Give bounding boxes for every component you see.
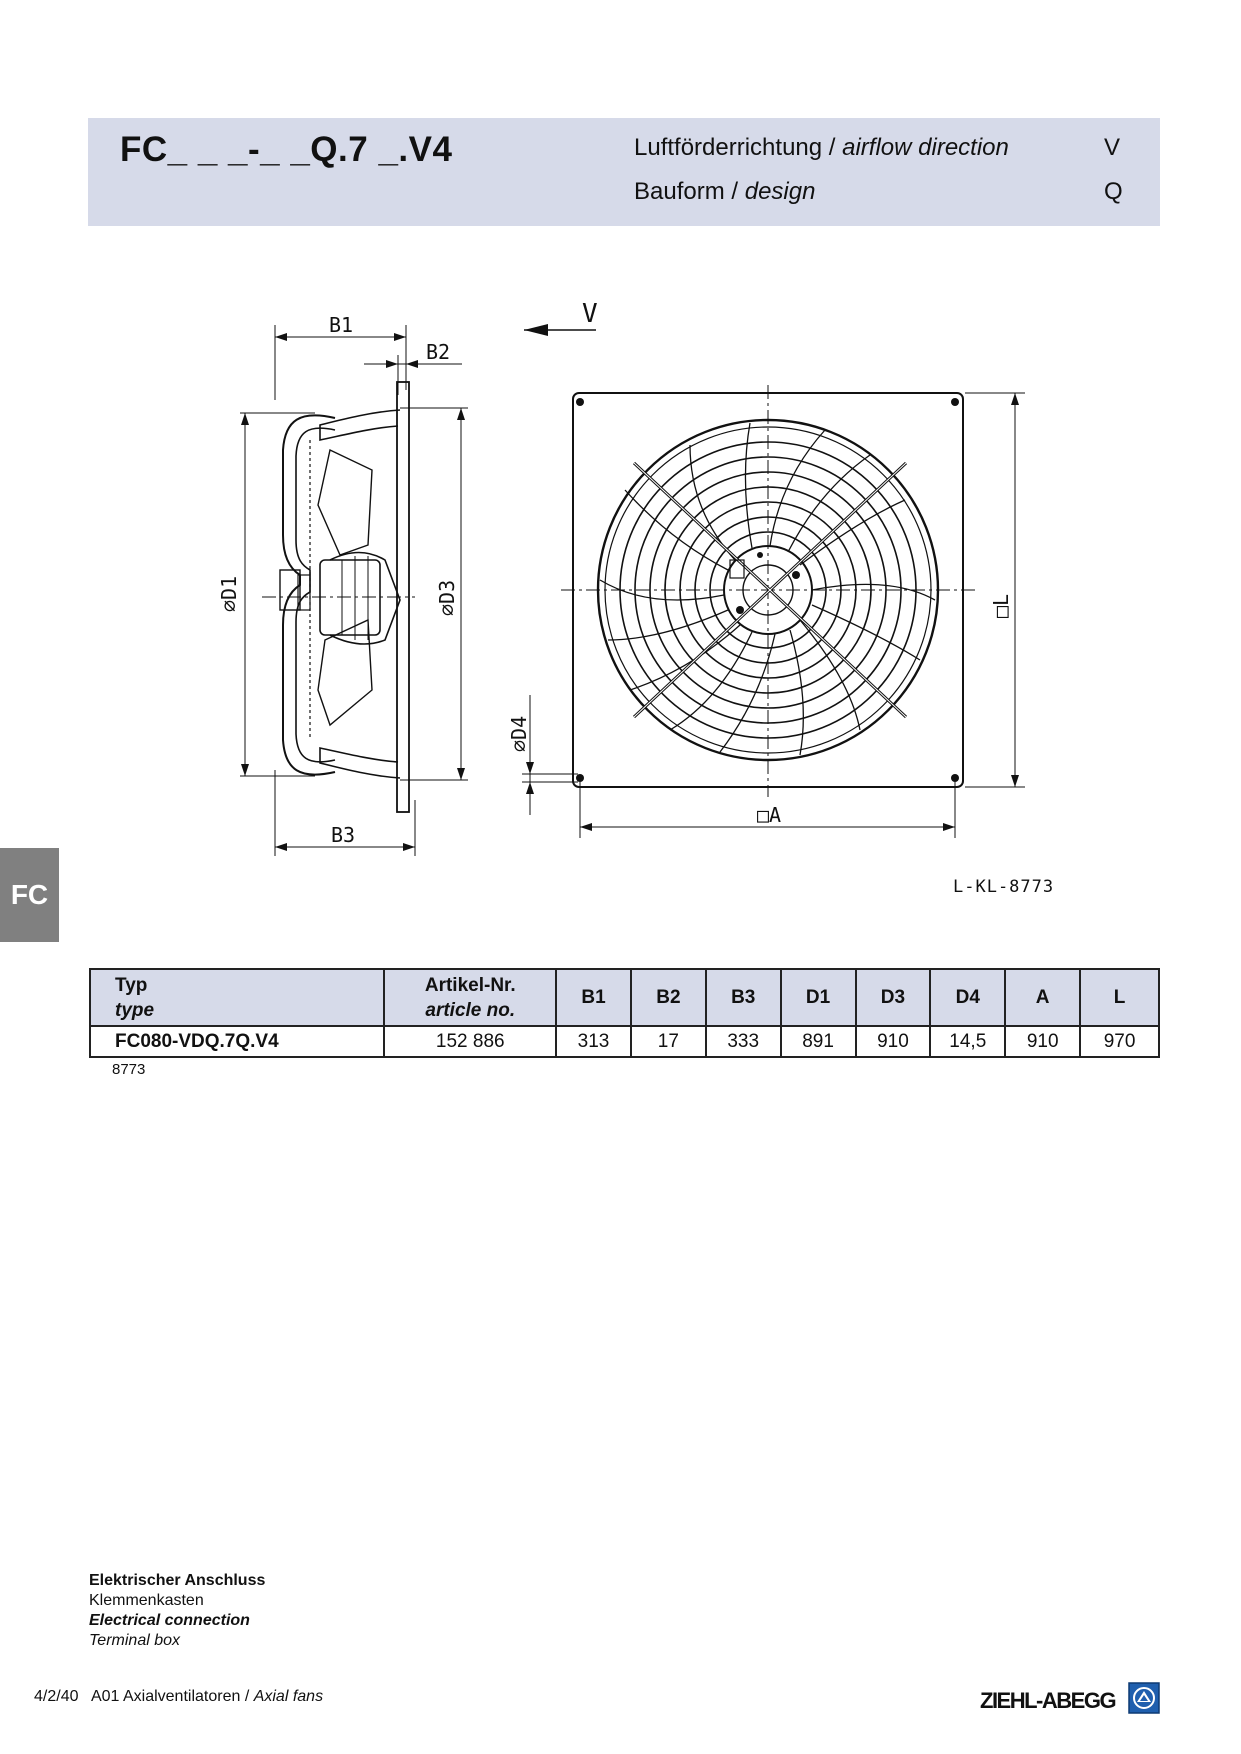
cell-b3: 333 [706,1026,781,1057]
cell-type: FC080-VDQ.7Q.V4 [90,1026,384,1057]
page-footer [34,1688,323,1706]
col-header-d4: D4 [930,969,1005,1026]
label-d3: ⌀D3 [435,579,459,616]
cell-b2: 17 [631,1026,706,1057]
airflow-direction-label: Luftförderrichtung / airflow direction [634,134,1009,161]
col-header-article: Artikel-Nr. article no. [384,969,556,1026]
page-number: 4/2/40 [34,1688,79,1705]
cell-d3: 910 [856,1026,931,1057]
label-l: □L [989,593,1013,618]
cell-d4: 14,5 [930,1026,1005,1057]
col-header-a: A [1005,969,1080,1026]
col-header-b1: B1 [556,969,631,1026]
col-header-d1: D1 [781,969,856,1026]
design-label: Bauform / design [634,178,816,205]
label-d1: ⌀D1 [217,575,241,612]
design-value: Q [1104,178,1123,205]
label-a: □A [757,803,782,827]
dimensions-table [89,968,1160,1058]
label-b1: B1 [329,313,354,337]
label-d4: ⌀D4 [507,715,531,752]
col-header-l: L [1080,969,1159,1026]
label-b2: B2 [426,340,451,364]
connection-type-en: Terminal box [89,1632,181,1649]
cell-b1: 313 [556,1026,631,1057]
table-header-row [90,969,1159,1026]
table-note: 8773 [112,1061,146,1078]
label-v: V [582,299,598,329]
connection-title-en: Electrical connection [89,1612,250,1629]
cell-d1: 891 [781,1026,856,1057]
drawing-reference: L-KL-8773 [953,877,1055,897]
connection-type-de: Klemmenkasten [89,1592,204,1609]
table-row [90,1026,1159,1057]
footer-section-en: Axial fans [253,1688,324,1705]
brand-name: ZIEHL-ABEGG [980,1688,1116,1713]
cell-article: 152 886 [384,1026,556,1057]
airflow-direction-value: V [1104,134,1121,161]
label-b3: B3 [331,823,356,847]
connection-title-de: Elektrischer Anschluss [89,1572,266,1589]
cell-a: 910 [1005,1026,1080,1057]
col-header-type: Typ type [90,969,384,1026]
col-header-b3: B3 [706,969,781,1026]
model-code: FC_ _ _-_ _Q.7 _.V4 [120,130,453,169]
electrical-connection-block [89,1571,265,1651]
col-header-d3: D3 [856,969,931,1026]
col-header-b2: B2 [631,969,706,1026]
footer-section: A01 Axialventilatoren / [90,1688,254,1705]
cell-l: 970 [1080,1026,1159,1057]
ziehl-abegg-logo-icon [1128,1682,1160,1714]
side-tab-fc: FC [0,848,59,942]
